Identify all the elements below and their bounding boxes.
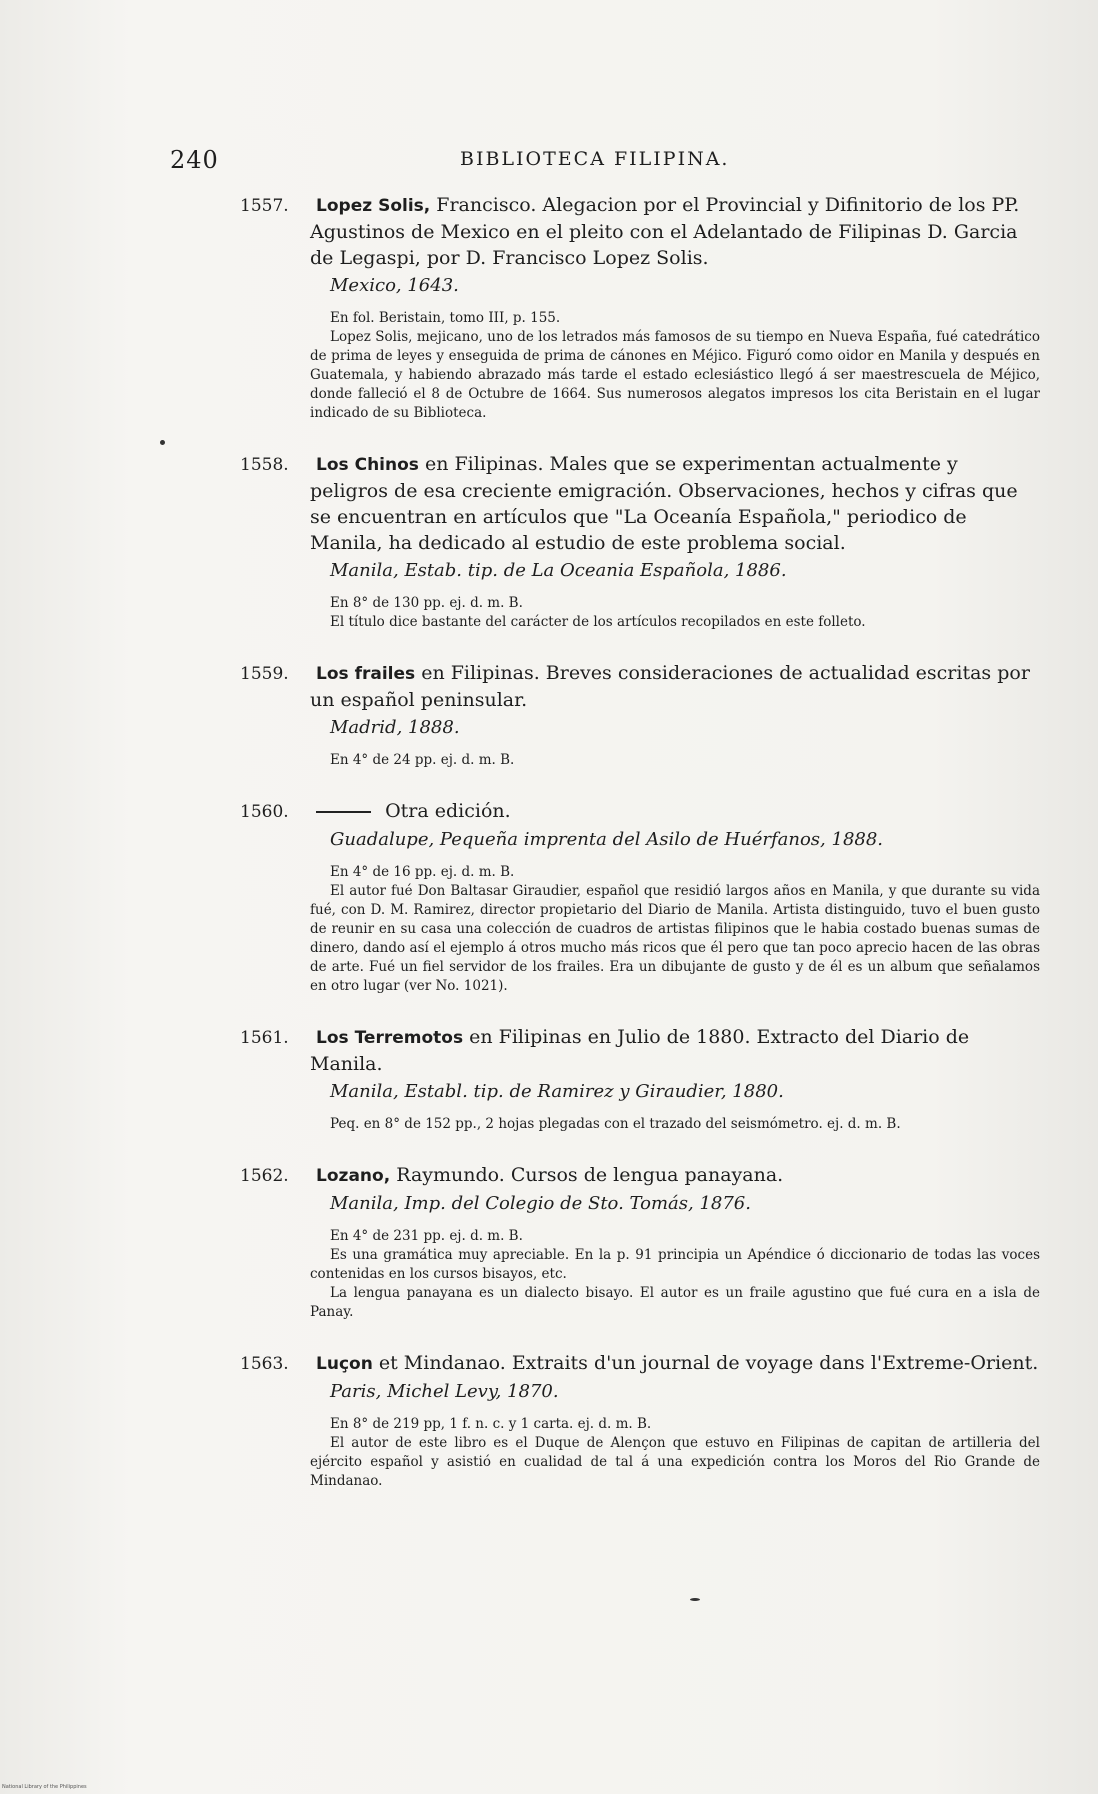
entry-title: et Mindanao. Extraits d'un journal de voyage dans l'Extreme-Orient. [378, 1352, 1039, 1374]
entry-1563 [180, 1350, 1040, 1491]
page-number: 240 [170, 146, 219, 174]
entry-physical: Peq. en 8° de 152 pp., 2 hojas plegadas con el trazado del seismómetro. ej. d. m. B. [330, 1116, 901, 1132]
bibliography-list [180, 192, 1040, 1519]
entry-number: 1560. [240, 802, 289, 822]
entry-note: El autor de este libro es el Duque de Alençon que estuvo en Filipinas de capitan de artilleria del ejército español y asistió en cualidad de tal á una expedición contra los Moros del Rio Grande de Mindanao. [310, 1435, 1040, 1489]
entry-notes [310, 328, 1040, 423]
entry-title: en Filipinas. Males que se experimentan actualmente y peligros de esa creciente emigración. Observaciones, hechos y cifras que se encuentran en artículos que "La Oceanía Española," periodico de Manila, ha dedicado al estudio de este problema social. [310, 453, 1018, 554]
entry-notes [310, 882, 1040, 996]
entry-author: Luçon [316, 1354, 373, 1374]
entry-imprint: Guadalupe, Pequeña imprenta del Asilo de Huérfanos, 1888. [330, 829, 884, 850]
entry-author: Los Chinos [316, 455, 419, 475]
entry-note: El título dice bastante del carácter de los artículos recopilados en este folleto. [330, 614, 866, 630]
entry-title: Francisco. Alegacion por el Provincial y Difinitorio de los PP. Agustinos de Mexico en el pleito con el Adelantado de Filipinas D. Garcia de Legaspi, por D. Francisco Lopez Solis. [310, 194, 1020, 269]
entry-title: Raymundo. Cursos de lengua panayana. [396, 1164, 784, 1186]
entry-notes [310, 1246, 1040, 1322]
entry-number: 1561. [240, 1028, 289, 1048]
ink-spot [690, 1598, 700, 1601]
entry-notes [310, 1434, 1040, 1491]
entry-physical: En 8° de 219 pp, 1 f. n. c. y 1 carta. ej. d. m. B. [330, 1416, 652, 1432]
entry-imprint: Manila, Imp. del Colegio de Sto. Tomás, 1876. [330, 1193, 751, 1214]
entry-1558 [180, 451, 1040, 632]
entry-1557 [180, 192, 1040, 423]
entry-title: Otra edición. [385, 800, 511, 822]
entry-physical: En 4° de 16 pp. ej. d. m. B. [330, 864, 515, 880]
entry-note: La lengua panayana es un dialecto bisayo. El autor es un fraile agustino que fué cura en a isla de Panay. [310, 1285, 1040, 1320]
ditto-dash [316, 811, 371, 813]
entry-number: 1558. [240, 455, 289, 475]
entry-number: 1559. [240, 664, 289, 684]
entry-author: Los frailes [316, 664, 416, 684]
entry-physical: En 4° de 231 pp. ej. d. m. B. [330, 1228, 523, 1244]
entry-heading [240, 798, 1040, 825]
entry-heading [240, 192, 1040, 271]
entry-author: Los Terremotos [316, 1028, 464, 1048]
running-title: BIBLIOTECA FILIPINA. [460, 148, 730, 170]
entry-author: Lozano, [316, 1166, 391, 1186]
entry-note: Es una gramática muy apreciable. En la p. 91 principia un Apéndice ó diccionario de todas las voces contenidas en los cursos bisayos, etc. [310, 1247, 1040, 1282]
scan-credit: National Library of the Philippines [2, 1784, 87, 1790]
entry-1561 [180, 1024, 1040, 1134]
entry-author: Lopez Solis, [316, 196, 431, 216]
entry-1562 [180, 1162, 1040, 1322]
entry-title: en Filipinas. Breves consideraciones de actualidad escritas por un español peninsular. [310, 662, 1030, 711]
entry-imprint: Manila, Establ. tip. de Ramirez y Giraudier, 1880. [330, 1081, 784, 1102]
entry-physical: En fol. Beristain, tomo III, p. 155. [330, 310, 561, 326]
entry-number: 1563. [240, 1354, 289, 1374]
entry-number: 1557. [240, 196, 289, 216]
entry-imprint: Mexico, 1643. [330, 275, 459, 296]
entry-heading [240, 1024, 1040, 1077]
entry-notes [310, 613, 1040, 632]
entry-physical: En 8° de 130 pp. ej. d. m. B. [330, 595, 523, 611]
entry-heading [240, 451, 1040, 556]
entry-heading [240, 1162, 1040, 1189]
entry-imprint: Manila, Estab. tip. de La Oceania Española, 1886. [330, 560, 787, 581]
entry-heading [240, 660, 1040, 713]
entry-note: Lopez Solis, mejicano, uno de los letrados más famosos de su tiempo en Nueva España, fué catedrático de prima de leyes y enseguida de prima de cánones en Méjico. Figuró como oidor en Manila y después en Guatemala, y habiendo abrazado más tarde el estado eclesiástico llegó á ser maestrescuela de Méjico, donde falleció el 8 de Octubre de 1664. Sus numerosos alegatos impresos los cita Beristain en el lugar indicado de su Biblioteca. [310, 329, 1040, 421]
entry-imprint: Madrid, 1888. [330, 717, 460, 738]
entry-1559 [180, 660, 1040, 770]
ink-spot [160, 440, 165, 445]
entry-heading [240, 1350, 1040, 1377]
entry-1560 [180, 798, 1040, 996]
entry-title: en Filipinas en Julio de 1880. Extracto del Diario de Manila. [310, 1026, 970, 1075]
entry-imprint: Paris, Michel Levy, 1870. [330, 1381, 559, 1402]
page-header [170, 146, 1040, 180]
entry-number: 1562. [240, 1166, 289, 1186]
entry-note: El autor fué Don Baltasar Giraudier, español que residió largos años en Manila, y que durante su vida fué, con D. M. Ramirez, director propietario del Diario de Manila. Artista distinguido, tuvo el buen gusto de reunir en su casa una colección de cuadros de artistas filipinos que le habia costado buenas sumas de dinero, dando así el ejemplo á otros mucho más ricos que él pero que tan poco aprecio hacen de las obras de arte. Fué un fiel servidor de los frailes. Era un dibujante de gusto y de él es un album que señalamos en otro lugar (ver No. 1021). [310, 883, 1040, 994]
entry-physical: En 4° de 24 pp. ej. d. m. B. [330, 752, 515, 768]
